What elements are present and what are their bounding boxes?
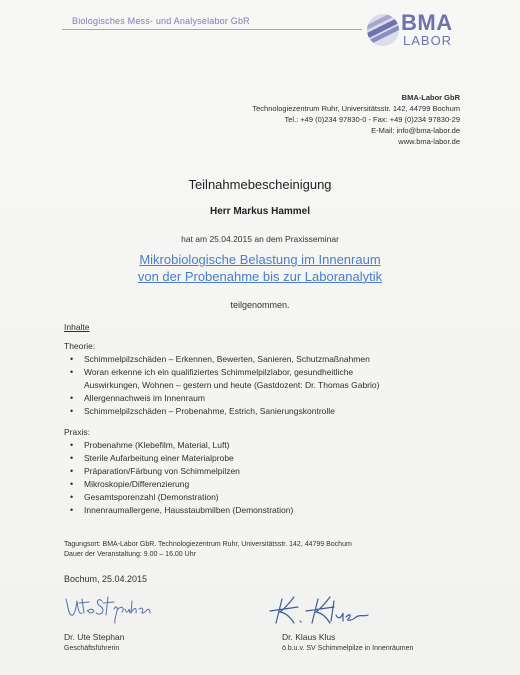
- place-date: Bochum, 25.04.2015: [64, 574, 148, 584]
- signature-klaus-klus: [268, 593, 378, 629]
- bullet-icon: •: [70, 406, 74, 416]
- venue-info: [64, 540, 352, 560]
- bullet-icon: •: [70, 354, 74, 364]
- list-item: • Präparation/Färbung von Schimmelpilzen: [70, 466, 240, 476]
- signer-klaus-klus: [282, 632, 413, 654]
- certificate-title: Teilnahmebescheinigung: [188, 177, 332, 192]
- theory-title: Theorie:: [64, 341, 96, 351]
- signer-ute-stephan: [64, 632, 124, 654]
- list-item: • Mikroskopie/Differenzierung: [70, 479, 190, 489]
- bullet-icon: •: [70, 479, 74, 489]
- signature-ute-stephan: [62, 591, 152, 625]
- logo-text-bma: BMA: [401, 10, 453, 35]
- recipient-name: Herr Markus Hammel: [209, 206, 311, 217]
- contact-company: BMA-Labor GbR: [401, 93, 460, 102]
- theory-list: [64, 353, 464, 418]
- seminar-title: [0, 251, 520, 285]
- bullet-icon: •: [70, 492, 74, 502]
- seminar-title-line1: Mikrobiologische Belastung im Innenraum: [139, 252, 381, 267]
- seminar-title-line2: von der Probenahme bis zur Laboranalytik: [137, 269, 383, 284]
- signer2-role: ö.b.u.v. SV Schimmelpilze in Innenräumen: [282, 645, 414, 652]
- list-item: • Allergennachweis im Innenraum: [70, 393, 205, 403]
- logo-mark-icon: [365, 12, 401, 48]
- list-item: • Probenahme (Klebefilm, Material, Luft): [70, 440, 230, 450]
- contents-heading: Inhalte: [64, 322, 90, 332]
- lab-name: Biologisches Mess- und Analyselabor GbR: [72, 16, 250, 26]
- venue-location: Tagungsort: BMA-Labor GbR. Technologiezentrum Ruhr, Universitätsstr. 142, 44799 Bochum: [64, 541, 352, 548]
- list-item: • Gesamtsporenzahl (Demonstration): [70, 492, 219, 502]
- practice-title: Praxis:: [64, 427, 90, 437]
- bullet-icon: •: [70, 440, 74, 450]
- contact-phone-fax: Tel.: +49 (0)234 97830-0 - Fax: +49 (0)234 97830-29: [284, 115, 460, 124]
- bullet-icon: •: [70, 393, 74, 403]
- bullet-icon: •: [70, 367, 74, 377]
- contact-email: E-Mail: info@bma-labor.de: [371, 126, 460, 135]
- logo-text-labor: LABOR: [403, 33, 453, 48]
- venue-duration: Dauer der Veranstaltung: 9.00 – 16.00 Uhr: [64, 551, 196, 558]
- contact-block: [252, 92, 460, 147]
- list-item: • Schimmelpilzschäden – Erkennen, Bewerten, Sanieren, Schutzmaßnahmen: [70, 354, 370, 364]
- bullet-icon: •: [70, 505, 74, 515]
- contents-section: [64, 322, 464, 526]
- bullet-icon: •: [70, 466, 74, 476]
- bma-logo: [365, 10, 465, 50]
- signer1-role: Geschäftsführerin: [64, 645, 120, 652]
- list-item: • Schimmelpilzschäden – Probenahme, Estrich, Sanierungskontrolle: [70, 406, 335, 416]
- practice-list: [64, 439, 464, 517]
- list-item: • Woran erkenne ich ein qualifiziertes Schimmelpilzlabor, gesundheitliche: [70, 367, 354, 377]
- bullet-icon: •: [70, 453, 74, 463]
- header-divider: [62, 29, 362, 30]
- list-item-continuation: Auswirkungen, Wohnen – gestern und heute (Gastdozent: Dr. Thomas Gabrio): [84, 380, 380, 390]
- attendance-date-line: hat am 25.04.2015 an dem Praxisseminar: [181, 234, 339, 244]
- list-item: • Sterile Aufarbeitung einer Materialprobe: [70, 453, 234, 463]
- signer1-name: Dr. Ute Stephan: [64, 632, 125, 642]
- list-item: • Innenraumallergene, Hausstaubmilben (Demonstration): [70, 505, 294, 515]
- participated-text: teilgenommen.: [230, 300, 290, 310]
- signer2-name: Dr. Klaus Klus: [282, 632, 336, 642]
- contact-address: Technologiezentrum Ruhr, Universitätsstr. 142, 44799 Bochum: [252, 104, 460, 113]
- contact-web: www.bma-labor.de: [398, 137, 460, 146]
